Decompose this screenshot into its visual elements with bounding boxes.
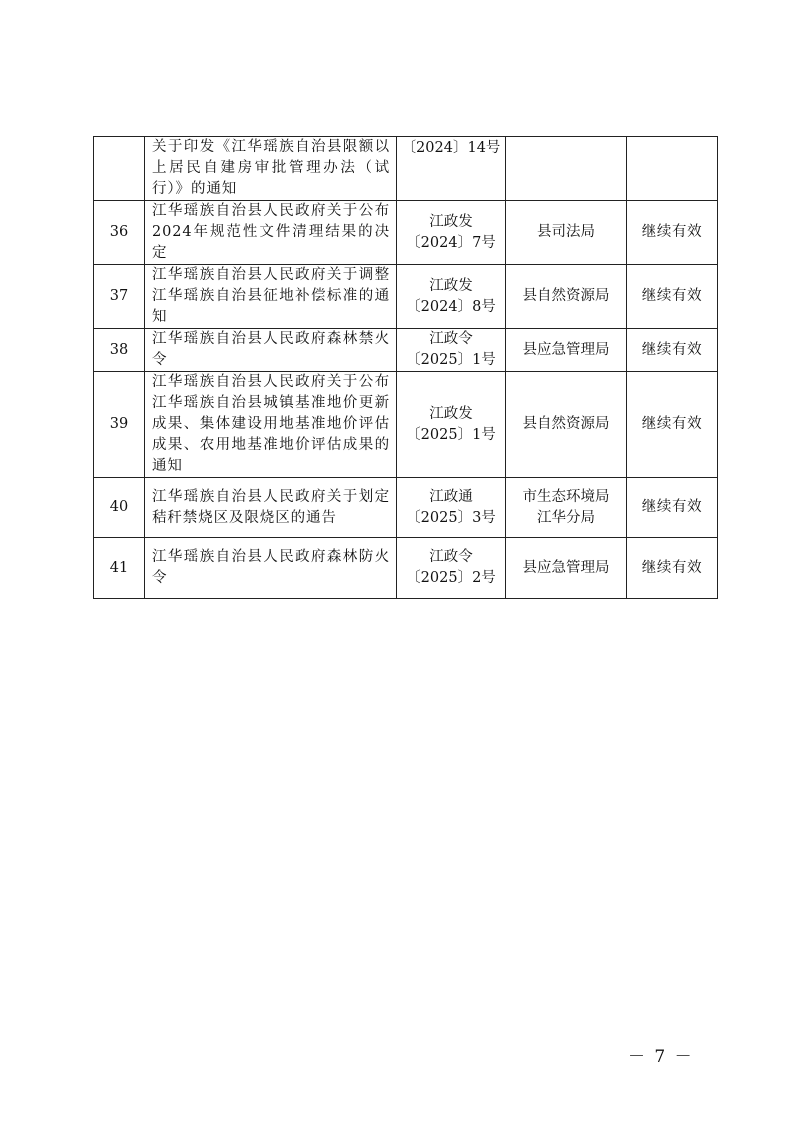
document-number: 江政发 〔2024〕7号 <box>397 201 506 265</box>
document-title: 关于印发《江华瑶族自治县限额以上居民自建房审批管理办法（试行）》的通知 <box>145 137 397 201</box>
department: 市生态环境局 江华分局 <box>506 478 627 538</box>
department <box>506 137 627 201</box>
table-row <box>94 201 718 265</box>
table-row <box>94 329 718 372</box>
document-number: 江政通 〔2025〕3号 <box>397 478 506 538</box>
table-row <box>94 265 718 329</box>
document-title: 江华瑶族自治县人民政府关于公布江华瑶族自治县城镇基准地价更新成果、集体建设用地基准地价评估成果、农用地基准地价评估成果的通知 <box>145 372 397 478</box>
document-number: 江政令 〔2025〕1号 <box>397 329 506 372</box>
page-number: － 7 － <box>628 1047 694 1067</box>
status: 继续有效 <box>627 329 718 372</box>
table-row <box>94 478 718 538</box>
row-number: 41 <box>94 538 145 599</box>
status: 继续有效 <box>627 538 718 599</box>
department: 县应急管理局 <box>506 538 627 599</box>
status: 继续有效 <box>627 372 718 478</box>
document-title: 江华瑶族自治县人民政府森林禁火令 <box>145 329 397 372</box>
row-number: 39 <box>94 372 145 478</box>
table-row <box>94 372 718 478</box>
status <box>627 137 718 201</box>
status: 继续有效 <box>627 478 718 538</box>
department: 县司法局 <box>506 201 627 265</box>
document-title: 江华瑶族自治县人民政府关于划定秸秆禁烧区及限烧区的通告 <box>145 478 397 538</box>
row-number: 36 <box>94 201 145 265</box>
department: 县自然资源局 <box>506 265 627 329</box>
table-row <box>94 137 718 201</box>
row-number: 38 <box>94 329 145 372</box>
document-number: 〔2024〕14号 <box>397 137 506 201</box>
department: 县自然资源局 <box>506 372 627 478</box>
table-row <box>94 538 718 599</box>
document-title: 江华瑶族自治县人民政府森林防火令 <box>145 538 397 599</box>
row-number <box>94 137 145 201</box>
document-title: 江华瑶族自治县人民政府关于公布2024年规范性文件清理结果的决定 <box>145 201 397 265</box>
row-number: 40 <box>94 478 145 538</box>
department: 县应急管理局 <box>506 329 627 372</box>
document-title: 江华瑶族自治县人民政府关于调整江华瑶族自治县征地补偿标准的通知 <box>145 265 397 329</box>
status: 继续有效 <box>627 201 718 265</box>
status: 继续有效 <box>627 265 718 329</box>
document-number: 江政令 〔2025〕2号 <box>397 538 506 599</box>
row-number: 37 <box>94 265 145 329</box>
document-table <box>93 136 718 599</box>
document-number: 江政发 〔2025〕1号 <box>397 372 506 478</box>
document-number: 江政发 〔2024〕8号 <box>397 265 506 329</box>
